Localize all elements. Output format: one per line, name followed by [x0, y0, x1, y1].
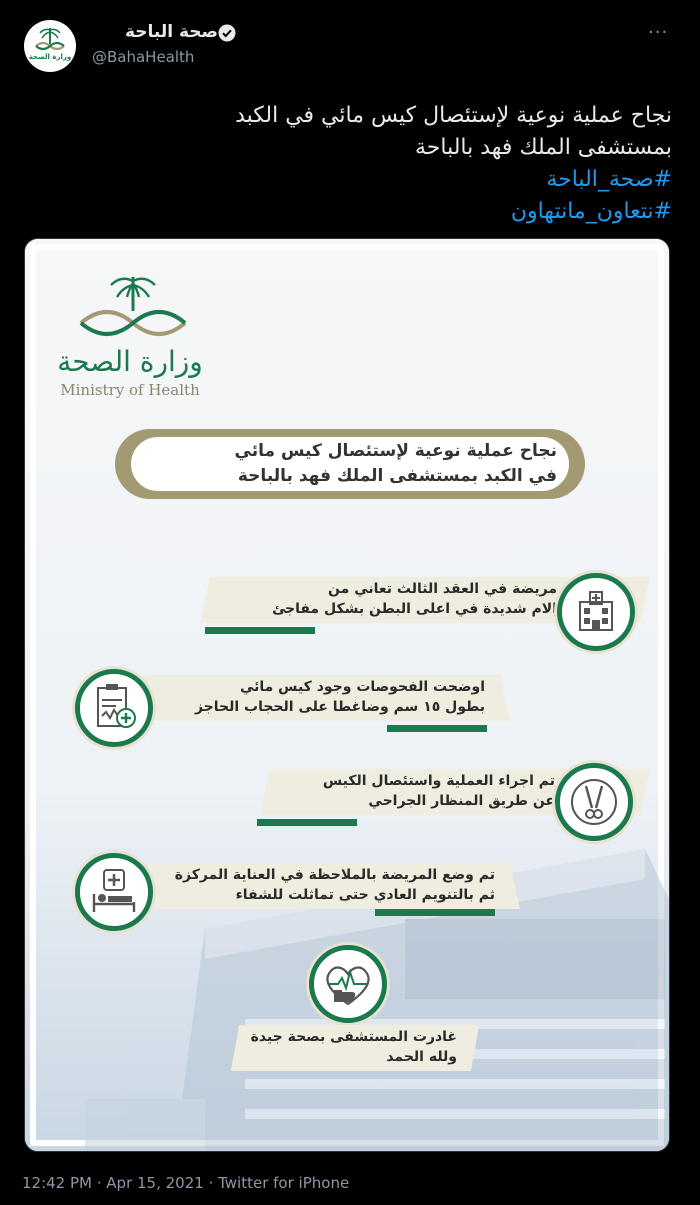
headline-text [131, 439, 557, 489]
surgical-tools-icon [560, 768, 628, 836]
step-5-text [235, 1027, 457, 1067]
medical-report-icon [80, 674, 148, 742]
tweet-media-image[interactable] [24, 238, 670, 1152]
step-2-accent [387, 725, 487, 732]
step-5-icon-circle [309, 945, 387, 1023]
hashtag-link[interactable]: #نتعاون_مانتهاون [510, 199, 672, 224]
avatar-caption: وزارة الصحة [28, 53, 72, 61]
step-4-line2: ثم بالتنويم العادي حتى تماثلت للشفاء [235, 887, 495, 903]
tweet-text-line2: بمستشفى الملك فهد بالباحة [414, 135, 672, 160]
headline-line2: في الكبد بمستشفى الملك فهد بالباحة [237, 466, 557, 486]
step-4-icon-circle [75, 853, 153, 931]
step-2-text [145, 677, 485, 717]
step-4-line1: تم وضع المريضة بالملاحظة في العناية المركزة [174, 867, 495, 883]
step-1-text [205, 579, 557, 619]
moh-logo-icon [24, 20, 76, 72]
tweet-text-line1: نجاح عملية نوعية لإستئصال كيس مائي في الكبد [235, 103, 672, 128]
avatar[interactable] [24, 20, 76, 72]
step-5-line1: غادرت المستشفى بصحة جيدة [250, 1029, 457, 1045]
step-1-icon-circle [557, 573, 635, 651]
step-1-line1: مريضة في العقد الثالث تعاني من [328, 581, 557, 597]
display-name[interactable]: صحة الباحة [124, 22, 218, 42]
step-1-line2: الام شديدة في اعلى البطن بشكل مفاجئ [272, 601, 557, 617]
step-1-accent [205, 627, 315, 634]
step-2-icon-circle [75, 669, 153, 747]
step-3-accent [257, 819, 357, 826]
verified-badge-icon [218, 24, 236, 42]
moh-logo-icon [73, 271, 193, 343]
step-3-text [265, 771, 555, 811]
step-2-line2: بطول ١٥ سم وضاغطا على الحجاب الحاجز [194, 699, 485, 715]
logo-arabic: وزارة الصحة [57, 345, 203, 378]
step-2-line1: اوضحت الفحوصات وجود كيس مائي [239, 679, 485, 695]
more-options-icon[interactable]: ··· [648, 22, 669, 43]
step-4-text [135, 865, 495, 905]
tweet-text [32, 100, 672, 228]
step-3-line1: تم اجراء العملية واستئصال الكيس [322, 773, 555, 789]
tweet-timestamp[interactable]: 12:42 PM · Apr 15, 2021 · Twitter for iPhone [22, 1174, 350, 1192]
headline-line1: نجاح عملية نوعية لإستئصال كيس مائي [234, 441, 557, 461]
step-5-line2: ولله الحمد [386, 1049, 457, 1065]
logo-english: Ministry of Health [60, 381, 200, 399]
patient-bed-icon [80, 858, 148, 926]
step-4-accent [375, 909, 495, 916]
account-handle[interactable]: @BahaHealth [92, 48, 195, 66]
heart-thumbs-up-icon [314, 950, 382, 1018]
hospital-icon [562, 578, 630, 646]
hashtag-link[interactable]: #صحة_الباحة [546, 167, 672, 192]
step-3-icon-circle [555, 763, 633, 841]
step-3-line2: عن طريق المنظار الجراحي [368, 793, 555, 809]
